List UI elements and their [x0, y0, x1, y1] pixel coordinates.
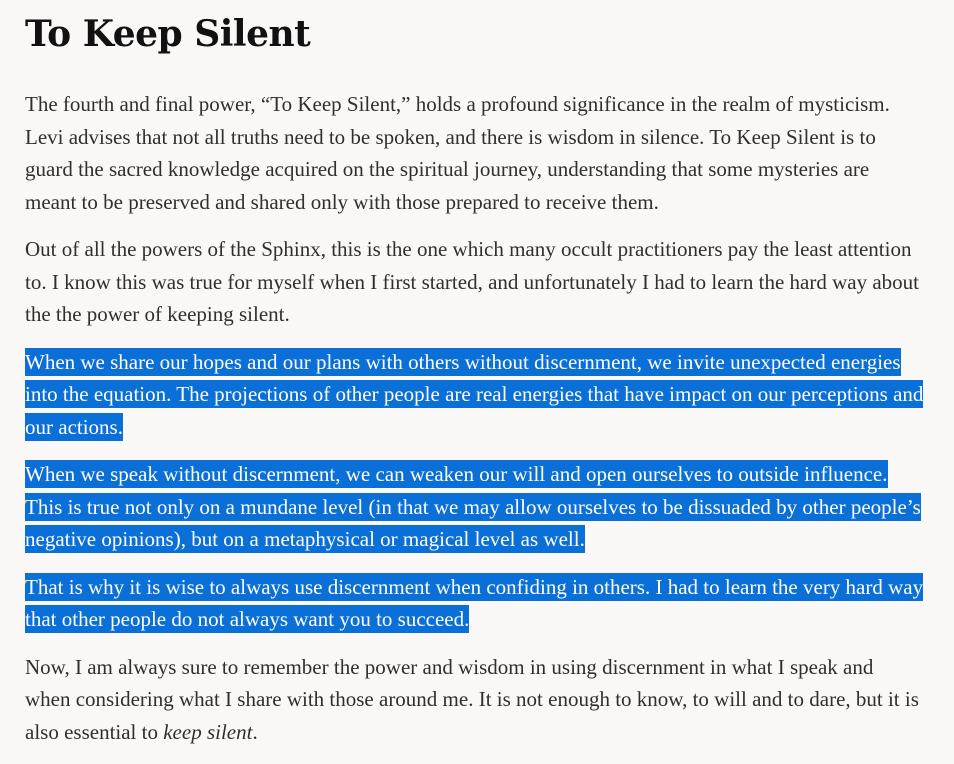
- selected-text-1[interactable]: When we share our hopes and our plans with others without discernment, we invite unexpected energies into the equation. The projections of other people are real energies that have impact on our perceptions and our actions.: [25, 349, 924, 439]
- closing-text: Now, I am always sure to remember the power and wisdom in using discernment in what I speak and when considering what I share with those around me. It is not enough to know, to will and to dare, but it is also essential to: [25, 654, 919, 744]
- paragraph-intro: [25, 88, 924, 218]
- paragraph-intro-text: The fourth and final power, “To Keep Silent,” holds a profound significance in the realm of mysticism. Levi advises that not all truths need to be spoken, and there is wisdom in silence. To Keep Silent is to guard the sacred knowledge acquired on the spiritual journey, understanding that some mysteries are meant to be preserved and shared only with those prepared to receive them.: [25, 92, 890, 214]
- paragraph-sphinx-text: Out of all the powers of the Sphinx, this is the one which many occult practitioners pay the least attention to. I know this was true for myself when I first started, and unfortunately I had to learn the hard way about the the power of keeping silent.: [25, 237, 919, 326]
- closing-end: .: [252, 719, 258, 744]
- paragraph-selected-2[interactable]: [25, 458, 924, 556]
- selected-text-2[interactable]: When we speak without discernment, we can weaken our will and open ourselves to outside influence. This is true not only on a mundane level (in that we may allow ourselves to be dissuaded by other people’s negative opinions), but on a metaphysical or magical level as well.: [25, 462, 921, 551]
- paragraph-selected-3[interactable]: [25, 571, 924, 636]
- paragraph-sphinx: [25, 233, 924, 331]
- paragraph-selected-1[interactable]: [25, 346, 924, 444]
- article-heading: To Keep Silent: [25, 13, 311, 55]
- selected-text-3[interactable]: That is why it is wise to always use discernment when confiding in others. I had to learn the very hard way that other people do not always want you to succeed.: [25, 574, 924, 631]
- closing-emphasis: keep silent: [163, 719, 253, 744]
- paragraph-closing: [25, 651, 924, 749]
